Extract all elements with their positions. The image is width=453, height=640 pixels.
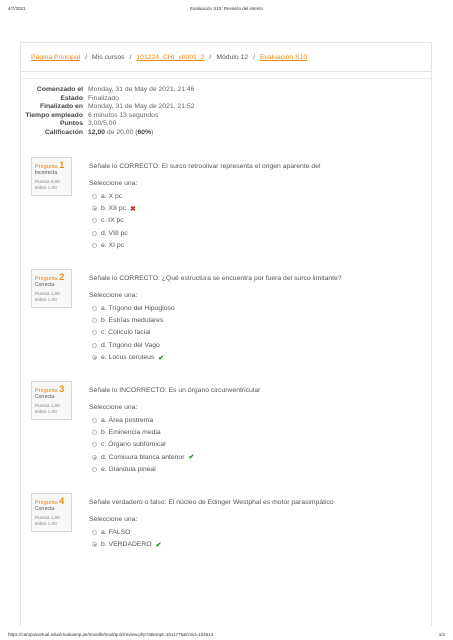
radio-button[interactable] xyxy=(92,318,97,323)
answer-option[interactable]: d. Trígono del Vago xyxy=(89,339,419,351)
question-prompt: Seleccione una: xyxy=(89,404,138,411)
question-prompt: Seleccione una: xyxy=(89,292,138,299)
question-content xyxy=(89,387,419,476)
attempt-summary xyxy=(20,86,320,138)
breadcrumb: Página Principal / Mis cursos / 101224_CHI_v0001_2 / Módulo 12 / Evaluación S10 xyxy=(31,54,308,61)
correct-icon: ✔ xyxy=(155,541,162,549)
question-info: Pregunta 4 Correcta Puntúa 1,00 sobre 1,00 xyxy=(31,493,72,532)
print-page-number: 1/2 xyxy=(438,632,445,637)
question-content xyxy=(89,275,419,364)
answer-option[interactable]: b. VERDADERO ✔ xyxy=(89,538,419,550)
print-title: Evaluación S10: Revisión del intento xyxy=(189,6,264,11)
radio-button[interactable] xyxy=(92,542,97,547)
correct-icon: ✔ xyxy=(158,354,165,362)
radio-button[interactable] xyxy=(92,194,97,199)
radio-button[interactable] xyxy=(92,231,97,236)
divider xyxy=(20,78,432,79)
summary-time: Tiempo empleado 6 minutos 13 segundos xyxy=(25,111,159,119)
answer-option[interactable]: a. Área postrema xyxy=(89,414,419,426)
incorrect-icon: ✖ xyxy=(129,205,136,213)
radio-button[interactable] xyxy=(92,430,97,435)
question-grade: Puntúa 0,00 sobre 1,00 xyxy=(35,179,60,190)
radio-button[interactable] xyxy=(92,218,97,223)
breadcrumb-course-link[interactable]: 101224_CHI_v0001_2 xyxy=(136,54,205,61)
answer-option[interactable]: a. FALSO xyxy=(89,526,419,538)
question-state: Correcta xyxy=(35,506,55,512)
answer-option[interactable]: b. XII pc ✖ xyxy=(89,202,419,214)
print-date: 4/7/2021 xyxy=(8,6,26,11)
radio-button[interactable] xyxy=(92,418,97,423)
question-content xyxy=(89,499,419,551)
question-text: Señale lo INCORRECTO: Es un órgano circunventricular xyxy=(89,387,261,394)
answer-option[interactable]: b. Eminencia media xyxy=(89,426,419,438)
answer-option[interactable]: a. X pc xyxy=(89,190,419,202)
answer-option[interactable]: c. IX pc xyxy=(89,215,419,227)
answer-option[interactable]: a. Trígono del Hipogloso xyxy=(89,302,419,314)
question-info: Pregunta 1 Incorrecta Puntúa 0,00 sobre 1,00 xyxy=(31,157,72,196)
summary-state: Estado Finalizado xyxy=(60,94,119,102)
question-state: Correcta xyxy=(35,282,55,288)
answer-option[interactable]: b. Estrías medulares xyxy=(89,314,419,326)
radio-button[interactable] xyxy=(92,530,97,535)
question-state: Incorrecta xyxy=(35,170,58,176)
breadcrumb-quiz-link[interactable]: Evaluación S10 xyxy=(259,54,308,61)
radio-button[interactable] xyxy=(92,355,97,360)
answer-option[interactable]: d. VIII pc xyxy=(89,227,419,239)
radio-button[interactable] xyxy=(92,442,97,447)
question-text: Señale verdadero o falso: El núcleo de Edinger Westphal es motor parasimpático xyxy=(89,499,334,506)
question-content xyxy=(89,163,419,252)
correct-icon: ✔ xyxy=(188,454,195,462)
question-info: Pregunta 3 Correcta Puntúa 1,00 sobre 1,00 xyxy=(31,381,72,420)
answer-option[interactable]: d. Comisura blanca anterior ✔ xyxy=(89,451,419,463)
question-text: Señale lo CORRECTO: ¿Qué estructura se encuentra por fuera del surco limitante? xyxy=(89,275,342,282)
question-grade: Puntúa 1,00 sobre 1,00 xyxy=(35,403,60,414)
question-info: Pregunta 2 Correcta Puntúa 1,00 sobre 1,00 xyxy=(31,269,72,308)
summary-grade: Calificación 12,00 de 20,00 (60%) xyxy=(44,128,154,136)
answer-option[interactable]: c. Colículo facial xyxy=(89,327,419,339)
breadcrumb-module: Módulo 12 xyxy=(216,54,249,61)
answer-option[interactable]: c. Órgano subfornical xyxy=(89,439,419,451)
summary-points: Puntos 3,00/5,00 xyxy=(59,120,117,128)
summary-started: Comenzado el Monday, 31 de May de 2021, 21:46 xyxy=(36,86,195,93)
radio-button[interactable] xyxy=(92,455,97,460)
question-prompt: Seleccione una: xyxy=(89,180,138,187)
answer-option[interactable]: e. Glándula pineal xyxy=(89,464,419,476)
radio-button[interactable] xyxy=(92,343,97,348)
radio-button[interactable] xyxy=(92,206,97,211)
breadcrumb-bar xyxy=(20,42,432,72)
question-state: Correcta xyxy=(35,394,55,400)
question-prompt: Seleccione una: xyxy=(89,516,138,523)
answer-option[interactable]: e. Locus ceruleus ✔ xyxy=(89,352,419,364)
breadcrumb-courses: Mis cursos xyxy=(92,54,125,61)
radio-button[interactable] xyxy=(92,306,97,311)
question-text: Señale lo CORRECTO: El surco retroolivar representa el origen aparente del xyxy=(89,163,321,170)
radio-button[interactable] xyxy=(92,330,97,335)
answer-option[interactable]: e. XI pc xyxy=(89,240,419,252)
question-grade: Puntúa 1,00 sobre 1,00 xyxy=(35,291,60,302)
question-grade: Puntúa 1,00 sobre 1,00 xyxy=(35,515,60,526)
radio-button[interactable] xyxy=(92,243,97,248)
radio-button[interactable] xyxy=(92,467,97,472)
print-url: https://campusvirtual.eduvirtualuamp.pe/moodle/mod/quiz/review.php?attempt=1011775&cmid=104514 xyxy=(8,632,214,637)
summary-finished: Finalizado en Monday, 31 de May de 2021, 21:52 xyxy=(39,103,195,111)
breadcrumb-home-link[interactable]: Página Principal xyxy=(31,54,81,61)
